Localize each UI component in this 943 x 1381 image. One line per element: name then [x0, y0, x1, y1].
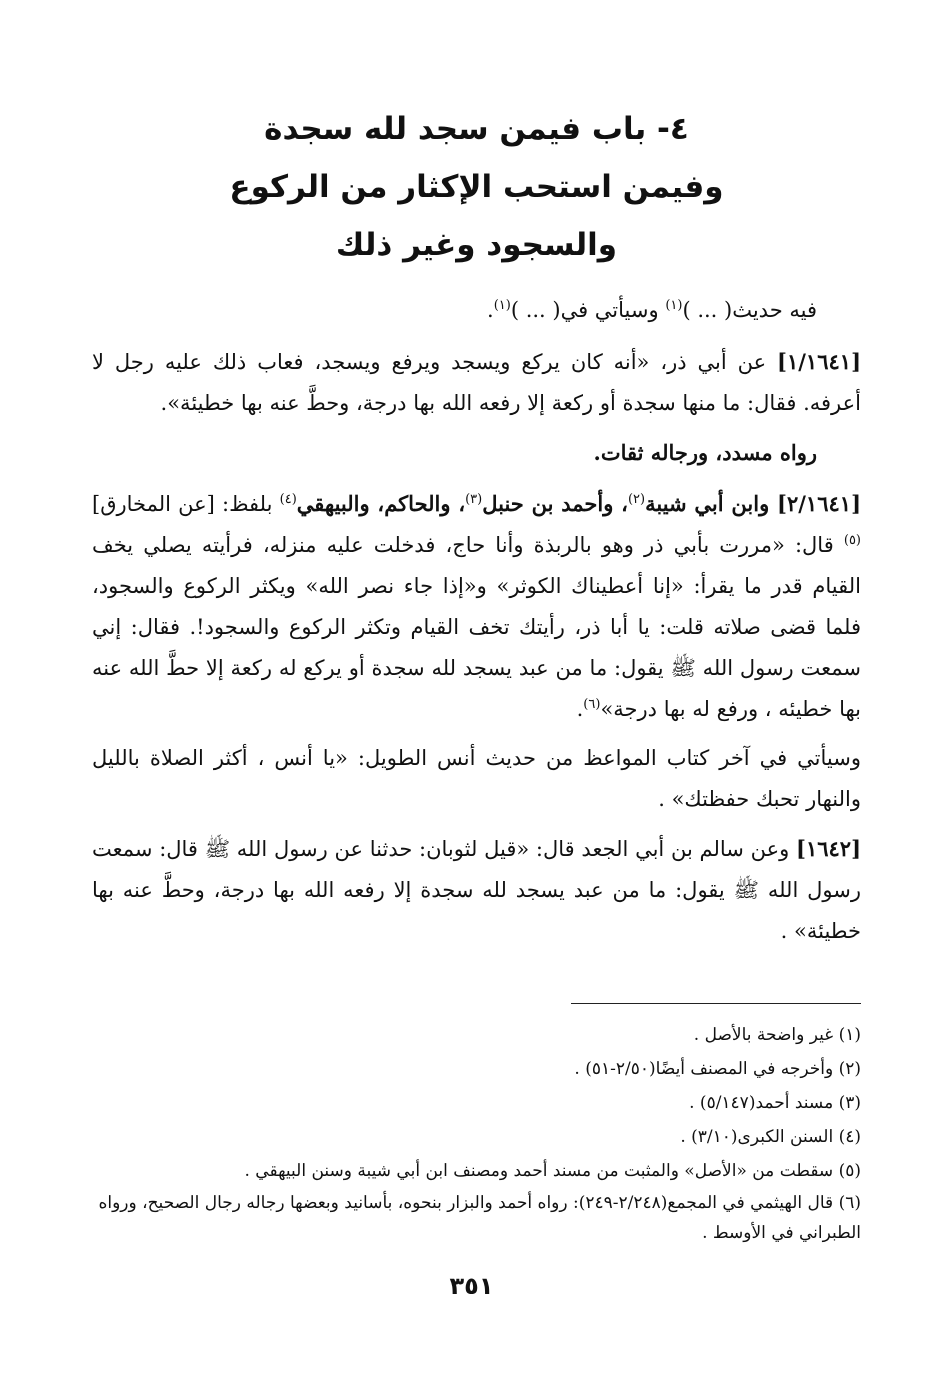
footnotes [92, 1018, 861, 1248]
footnote-ref: (١) [665, 298, 683, 313]
chapter-title-line-2: وفيمن استحب الإكثار من الركوع [229, 169, 724, 205]
hadith-text: ، وأحمد بن حنبل [482, 491, 628, 516]
intro-text-2: وسيأتي في( ... ) [510, 298, 666, 322]
chapter-heading [92, 100, 861, 274]
main-text [92, 290, 861, 960]
hadith-paragraph-1 [92, 341, 861, 424]
footnote-ref: (٥) [843, 533, 861, 548]
footnote-3: (٣) مسند أحمد(٥/١٤٧) . [689, 1093, 861, 1113]
hadith-text: . [576, 697, 584, 721]
hadith-text: قال: «مررت بأبي ذر وهو بالربذة وأنا حاج، فدخلت عليه منزله، فرأيته يصلي يخف القيام قدر ما يقرأ: «إنا أعطيناك الكوثر» و«إذا جاء نصر الله» ويكثر الركوع والسجود، فلما قضى صلاته قلت: يا أبا ذر، رأيتك تخف القيام وتكثر الركوع والسجود!. فقال: إني سمعت رسول الله ﷺ يقول: ما من عبد يسجد لله سجدة أو يركع له ركعة إلا حطَّ الله عنه بها خطيئه ، ورفع له بها درجة» [92, 533, 861, 721]
footnote-ref: (٣) [465, 492, 483, 507]
footnote-divider [571, 1003, 861, 1004]
hadith-text: عن أبي ذر، «أنه كان يركع ويسجد ويرفع ويسجد، فعاب ذلك عليه رجل لا أعرفه. فقال: ما منها سجدة أو ركعة إلا رفعه الله بها درجة، وحطَّ عنه بها خطيئة». [92, 350, 861, 415]
chapter-title-line-3: والسجود وغير ذلك [335, 227, 618, 263]
hadith-number: [١/١٦٤١] [777, 349, 861, 374]
intro-text-3: . [487, 298, 494, 322]
hadith-paragraph-2 [92, 483, 861, 730]
hadith-text: ، والحاكم، والبيهقي [296, 491, 466, 516]
page-number: ٣٥١ [449, 1272, 494, 1300]
hadith-text: وعن سالم بن أبي الجعد قال: «قيل لثوبان: حدثنا عن رسول الله ﷺ قال: سمعت رسول الله ﷺ يقول: ما من عبد يسجد لله سجدة إلا رفعه الله بها درجة، وحطَّ عنه بها خطيئة» . [92, 837, 861, 943]
footnote-ref: (١) [493, 298, 511, 313]
hadith-paragraph-3 [92, 828, 861, 952]
footnote-ref: (٢) [627, 492, 646, 507]
followup-paragraph: وسيأتي في آخر كتاب المواعظ من حديث أنس الطويل: «يا أنس ، أكثر الصلاة بالليل والنهار تحبك حفظتك» . [92, 746, 861, 811]
footnote-6: (٦) قال الهيثمي في المجمع(٢/٢٤٨-٢٤٩): رواه أحمد والبزار بنحوه، بأسانيد وبعضها رجاله رجال الصحيح، ورواه الطبراني في الأوسط . [98, 1193, 861, 1243]
hadith-text: وابن أبي شيبة [645, 491, 778, 516]
hadith-number: [٢/١٦٤١] [777, 491, 861, 516]
hadith-text: بلفظ: [عن المخارق] [92, 492, 280, 516]
intro-text: فيه حديث( ... ) [682, 298, 817, 322]
narrators-note: رواه مسدد، ورجاله ثقات. [593, 440, 817, 465]
chapter-title-line-1: ٤- باب فيمن سجد لله سجدة [264, 111, 689, 147]
intro-paragraph [92, 290, 861, 331]
footnote-4: (٤) السنن الكبرى(٣/١٠) . [680, 1127, 861, 1147]
footnote-5: (٥) سقطت من «الأصل» والمثبت من مسند أحمد ومصنف ابن أبي شيبة وسنن البيهقي . [244, 1161, 861, 1181]
footnote-ref: (٦) [583, 697, 601, 712]
footnote-1: (١) غير واضحة بالأصل . [693, 1025, 861, 1045]
footnote-ref: (٤) [279, 492, 297, 507]
hadith-number: [١٦٤٢] [796, 836, 861, 861]
footnote-2: (٢) وأخرجه في المصنف أيضًا(٢/٥٠-٥١) . [574, 1059, 861, 1079]
